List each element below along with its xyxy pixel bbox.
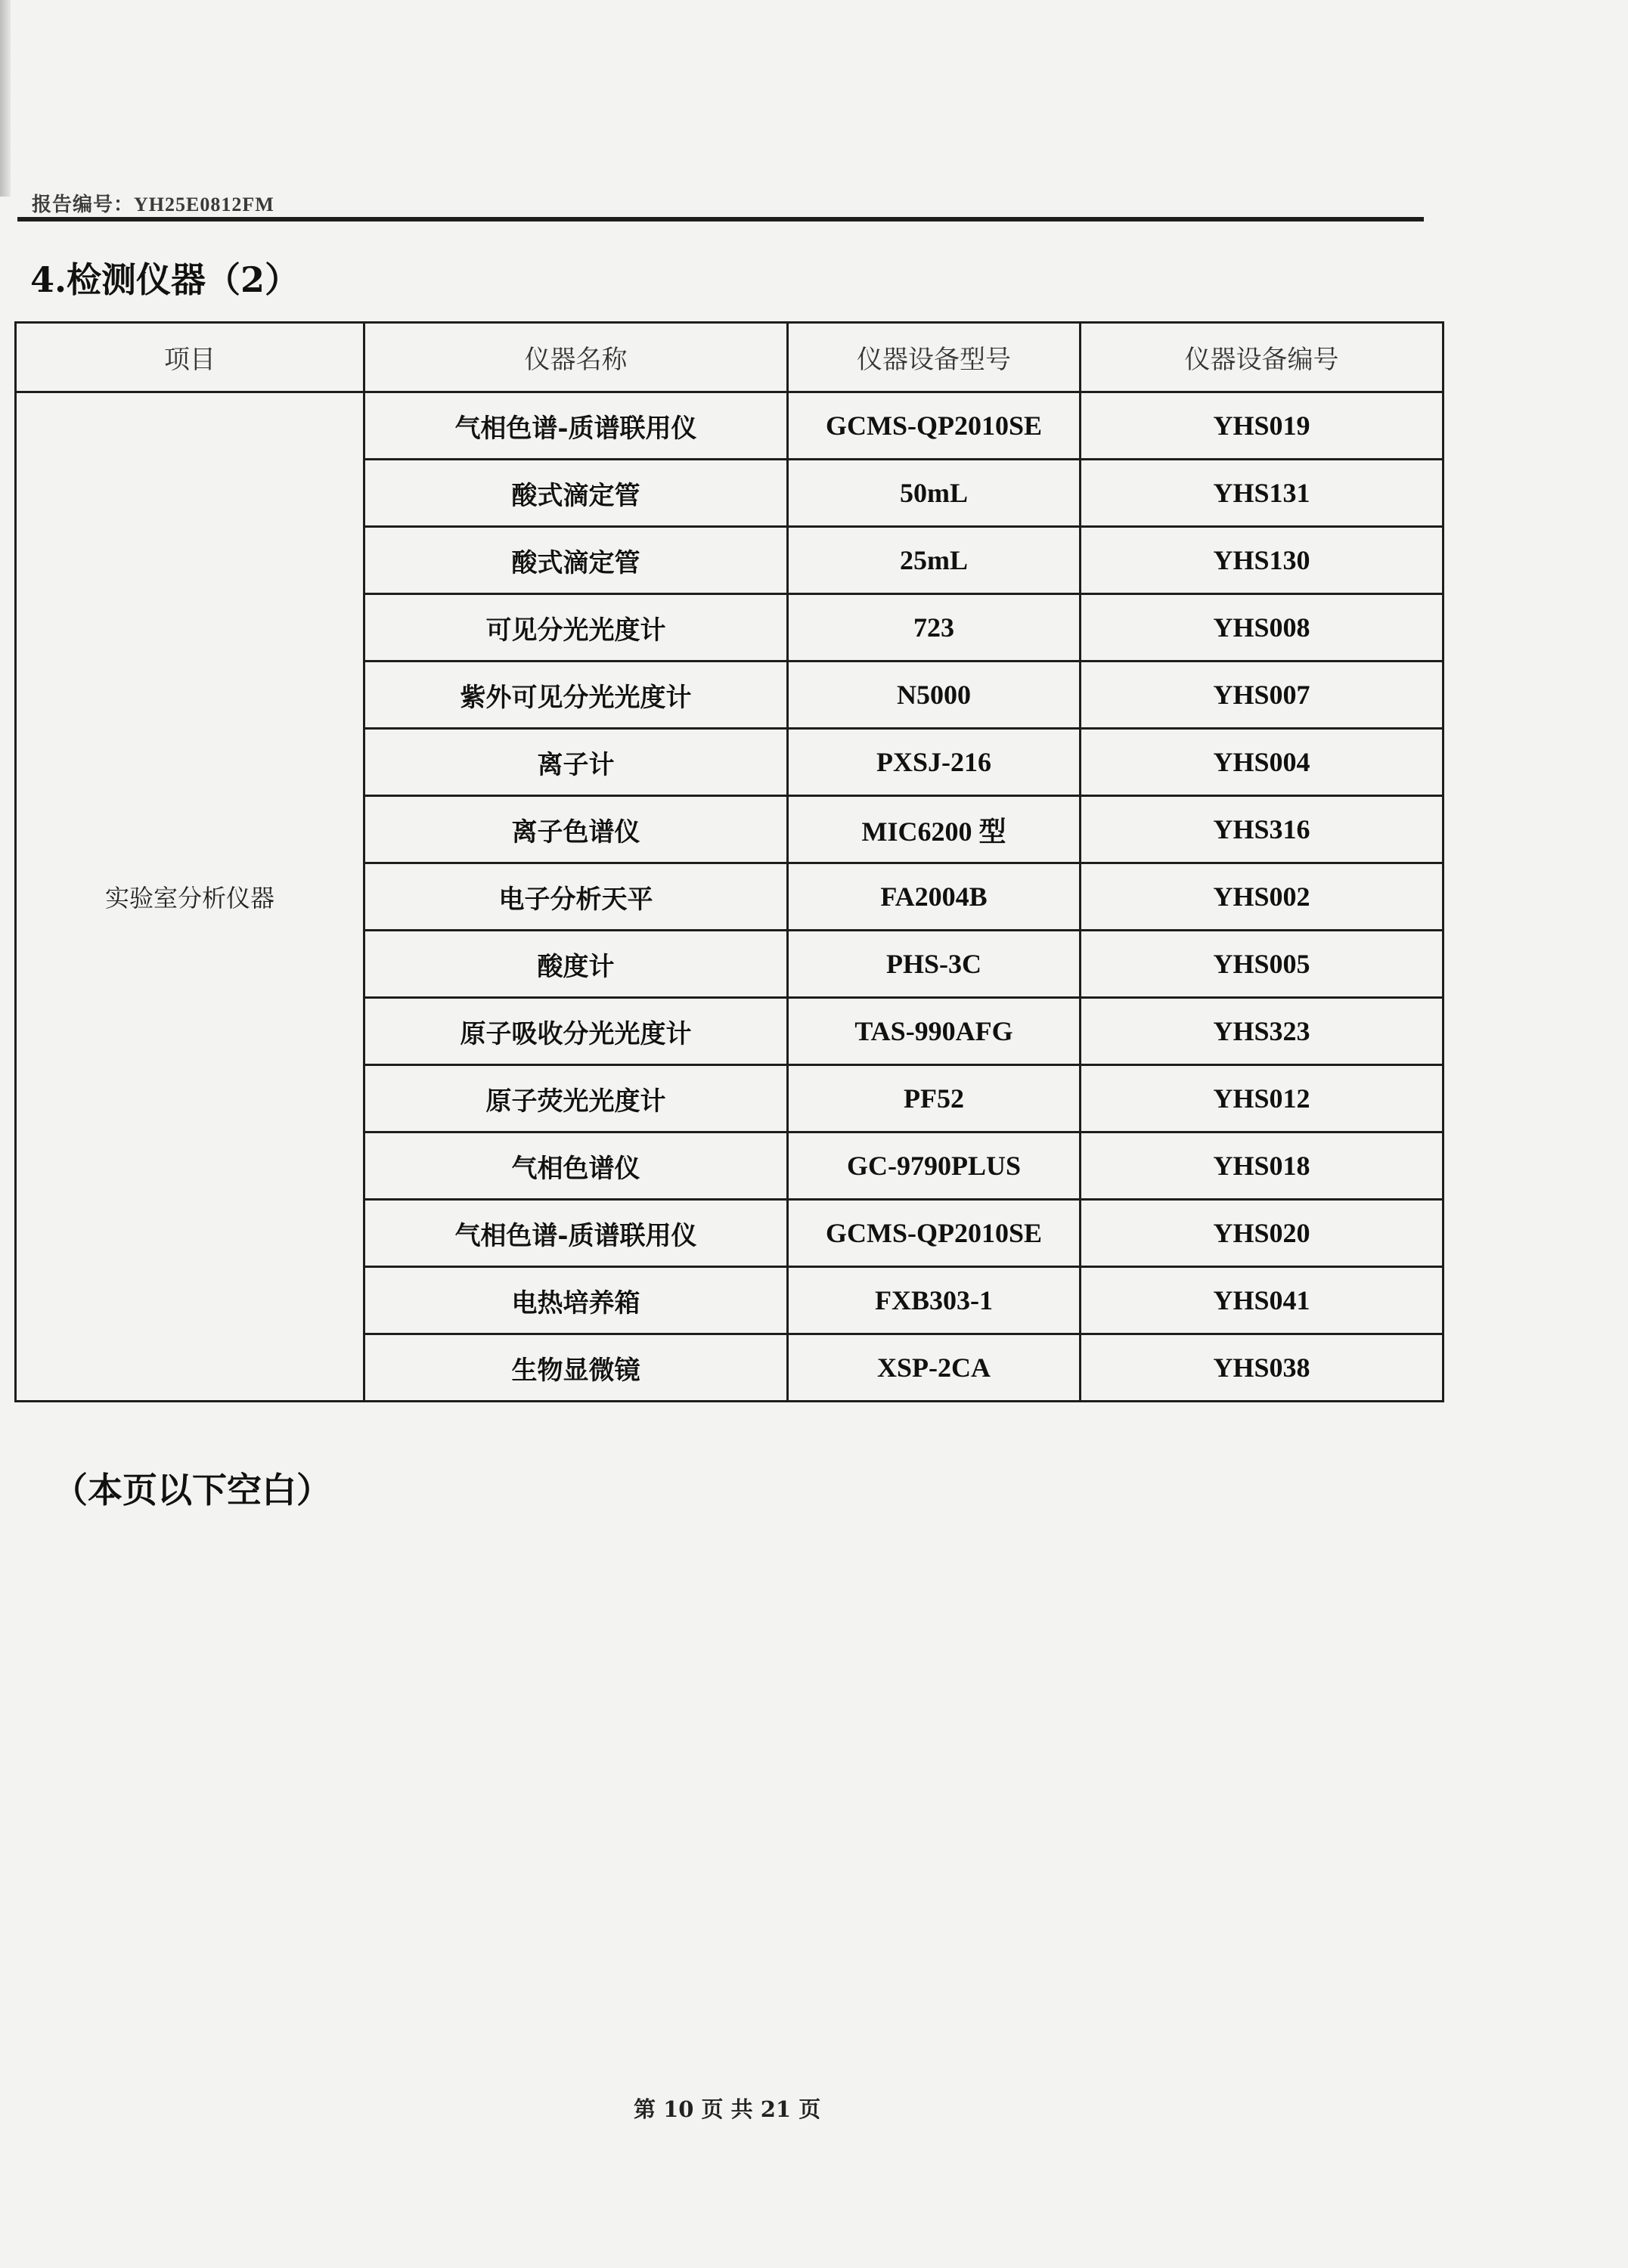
- instrument-model: PF52: [788, 1065, 1081, 1132]
- instrument-model: GCMS-QP2010SE: [788, 392, 1081, 460]
- instrument-code: YHS131: [1081, 460, 1443, 527]
- instrument-name: 原子荧光光度计: [364, 1065, 788, 1132]
- instrument-code: YHS038: [1081, 1334, 1443, 1402]
- instrument-model: N5000: [788, 662, 1081, 729]
- instrument-code: YHS005: [1081, 931, 1443, 998]
- instrument-name: 气相色谱仪: [364, 1132, 788, 1200]
- instrument-code: YHS012: [1081, 1065, 1443, 1132]
- instrument-model: TAS-990AFG: [788, 998, 1081, 1065]
- section-title: 4.检测仪器（2）: [30, 259, 300, 300]
- column-header-name: 仪器名称: [364, 323, 788, 392]
- instrument-name: 酸式滴定管: [364, 460, 788, 527]
- instrument-name: 原子吸收分光光度计: [364, 998, 788, 1065]
- instrument-model: PXSJ-216: [788, 729, 1081, 796]
- instrument-code: YHS041: [1081, 1267, 1443, 1334]
- instrument-model: 723: [788, 594, 1081, 662]
- instrument-model: GCMS-QP2010SE: [788, 1200, 1081, 1267]
- page-footer: 第 10 页 共 21 页: [634, 2096, 821, 2122]
- report-number: 报告编号：YH25E0812FM: [32, 194, 274, 215]
- instrument-name: 电热培养箱: [364, 1267, 788, 1334]
- instrument-name: 气相色谱-质谱联用仪: [364, 1200, 788, 1267]
- instrument-name: 生物显微镜: [364, 1334, 788, 1402]
- instrument-model: 25mL: [788, 527, 1081, 594]
- instrument-name: 气相色谱-质谱联用仪: [364, 392, 788, 460]
- column-header-item: 项目: [16, 323, 364, 392]
- instrument-model: FA2004B: [788, 863, 1081, 931]
- instrument-name: 紫外可见分光光度计: [364, 662, 788, 729]
- instrument-code: YHS002: [1081, 863, 1443, 931]
- instrument-code: YHS316: [1081, 796, 1443, 863]
- instrument-name: 离子计: [364, 729, 788, 796]
- instrument-code: YHS130: [1081, 527, 1443, 594]
- instrument-model: XSP-2CA: [788, 1334, 1081, 1402]
- instrument-code: YHS019: [1081, 392, 1443, 460]
- equipment-table: [14, 321, 1444, 1402]
- instrument-code: YHS004: [1081, 729, 1443, 796]
- table-header-row: [16, 323, 1443, 392]
- blank-below-note: （本页以下空白）: [53, 1470, 331, 1510]
- instrument-model: 50mL: [788, 460, 1081, 527]
- instrument-code: YHS007: [1081, 662, 1443, 729]
- instrument-name: 离子色谱仪: [364, 796, 788, 863]
- category-cell: 实验室分析仪器: [16, 392, 364, 1402]
- instrument-code: YHS323: [1081, 998, 1443, 1065]
- table-row: [16, 392, 1443, 460]
- instrument-model: MIC6200 型: [788, 796, 1081, 863]
- instrument-name: 酸式滴定管: [364, 527, 788, 594]
- scan-edge-shadow: [0, 0, 11, 197]
- instrument-name: 可见分光光度计: [364, 594, 788, 662]
- instrument-code: YHS018: [1081, 1132, 1443, 1200]
- column-header-model: 仪器设备型号: [788, 323, 1081, 392]
- instrument-name: 电子分析天平: [364, 863, 788, 931]
- column-header-code: 仪器设备编号: [1081, 323, 1443, 392]
- instrument-model: GC-9790PLUS: [788, 1132, 1081, 1200]
- instrument-code: YHS008: [1081, 594, 1443, 662]
- header-rule: [17, 217, 1424, 222]
- instrument-model: PHS-3C: [788, 931, 1081, 998]
- instrument-name: 酸度计: [364, 931, 788, 998]
- instrument-code: YHS020: [1081, 1200, 1443, 1267]
- instrument-model: FXB303-1: [788, 1267, 1081, 1334]
